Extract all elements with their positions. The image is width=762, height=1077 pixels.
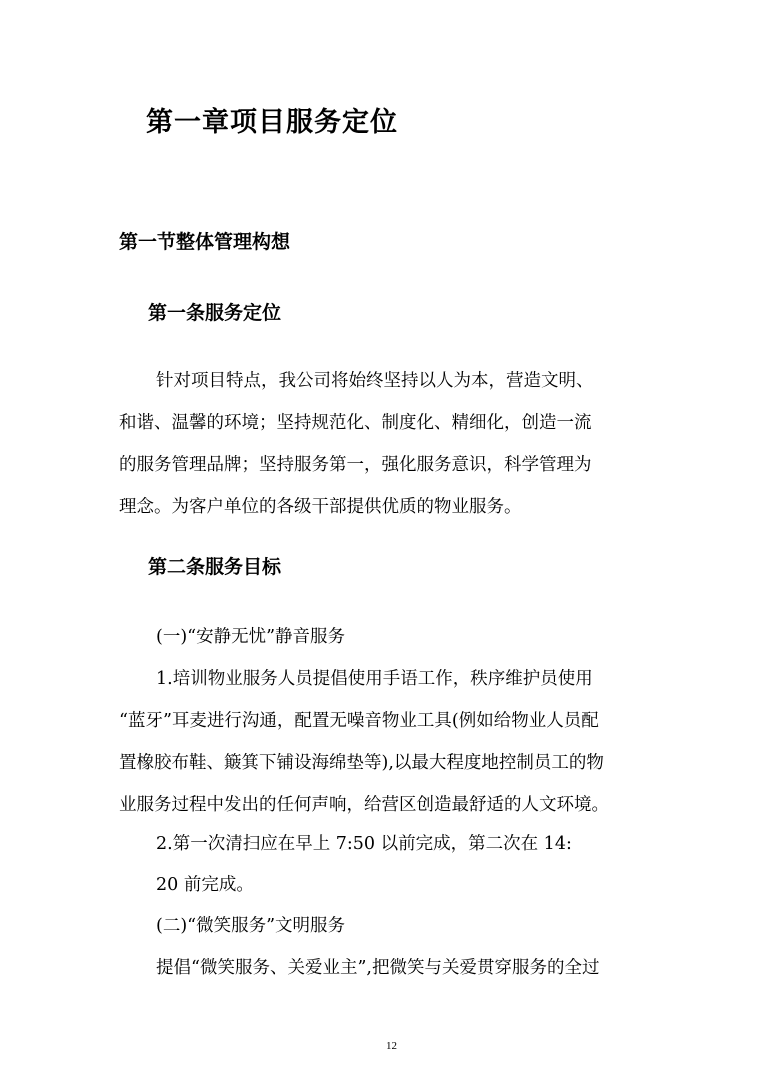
page-number: 12	[386, 1040, 397, 1052]
paragraph-line: 1.培训物业服务人员提倡使用手语工作，秩序维护员使用	[156, 669, 593, 689]
paragraph-line: 提倡“微笑服务、关爱业主”,把微笑与关爱贯穿服务的全过	[156, 958, 600, 978]
paragraph-line: “蓝牙”耳麦进行沟通，配置无噪音物业工具(例如给物业人员配	[119, 711, 599, 731]
paragraph-line: 20 前完成。	[156, 875, 254, 895]
chapter-title: 第一章项目服务定位	[146, 107, 398, 138]
paragraph-line: 和谐、温馨的环境；坚持规范化、制度化、精细化，创造一流	[119, 413, 592, 433]
paragraph-line: 针对项目特点，我公司将始终坚持以人为本，营造文明、	[156, 371, 594, 391]
article-title-service-positioning: 第一条服务定位	[148, 302, 282, 324]
paragraph-line: 2.第一次清扫应在早上 7:50 以前完成，第二次在 14:	[156, 834, 572, 854]
paragraph-line: 的服务管理品牌；坚持服务第一，强化服务意识，科学管理为	[119, 455, 592, 475]
section-title: 第一节整体管理构想	[119, 231, 291, 253]
paragraph-line: 置橡胶布鞋、簸箕下铺设海绵垫等),以最大程度地控制员工的物	[119, 753, 604, 773]
paragraph-line: 业服务过程中发出的任何声响，给营区创造最舒适的人文环境。	[119, 795, 609, 815]
article-title-service-goals: 第二条服务目标	[148, 556, 282, 578]
subheading-smile-service: (二)“微笑服务”文明服务	[156, 916, 346, 936]
subheading-quiet-service: (一)“安静无忧”静音服务	[156, 627, 346, 647]
paragraph-line: 理念。为客户单位的各级干部提供优质的物业服务。	[119, 497, 522, 517]
